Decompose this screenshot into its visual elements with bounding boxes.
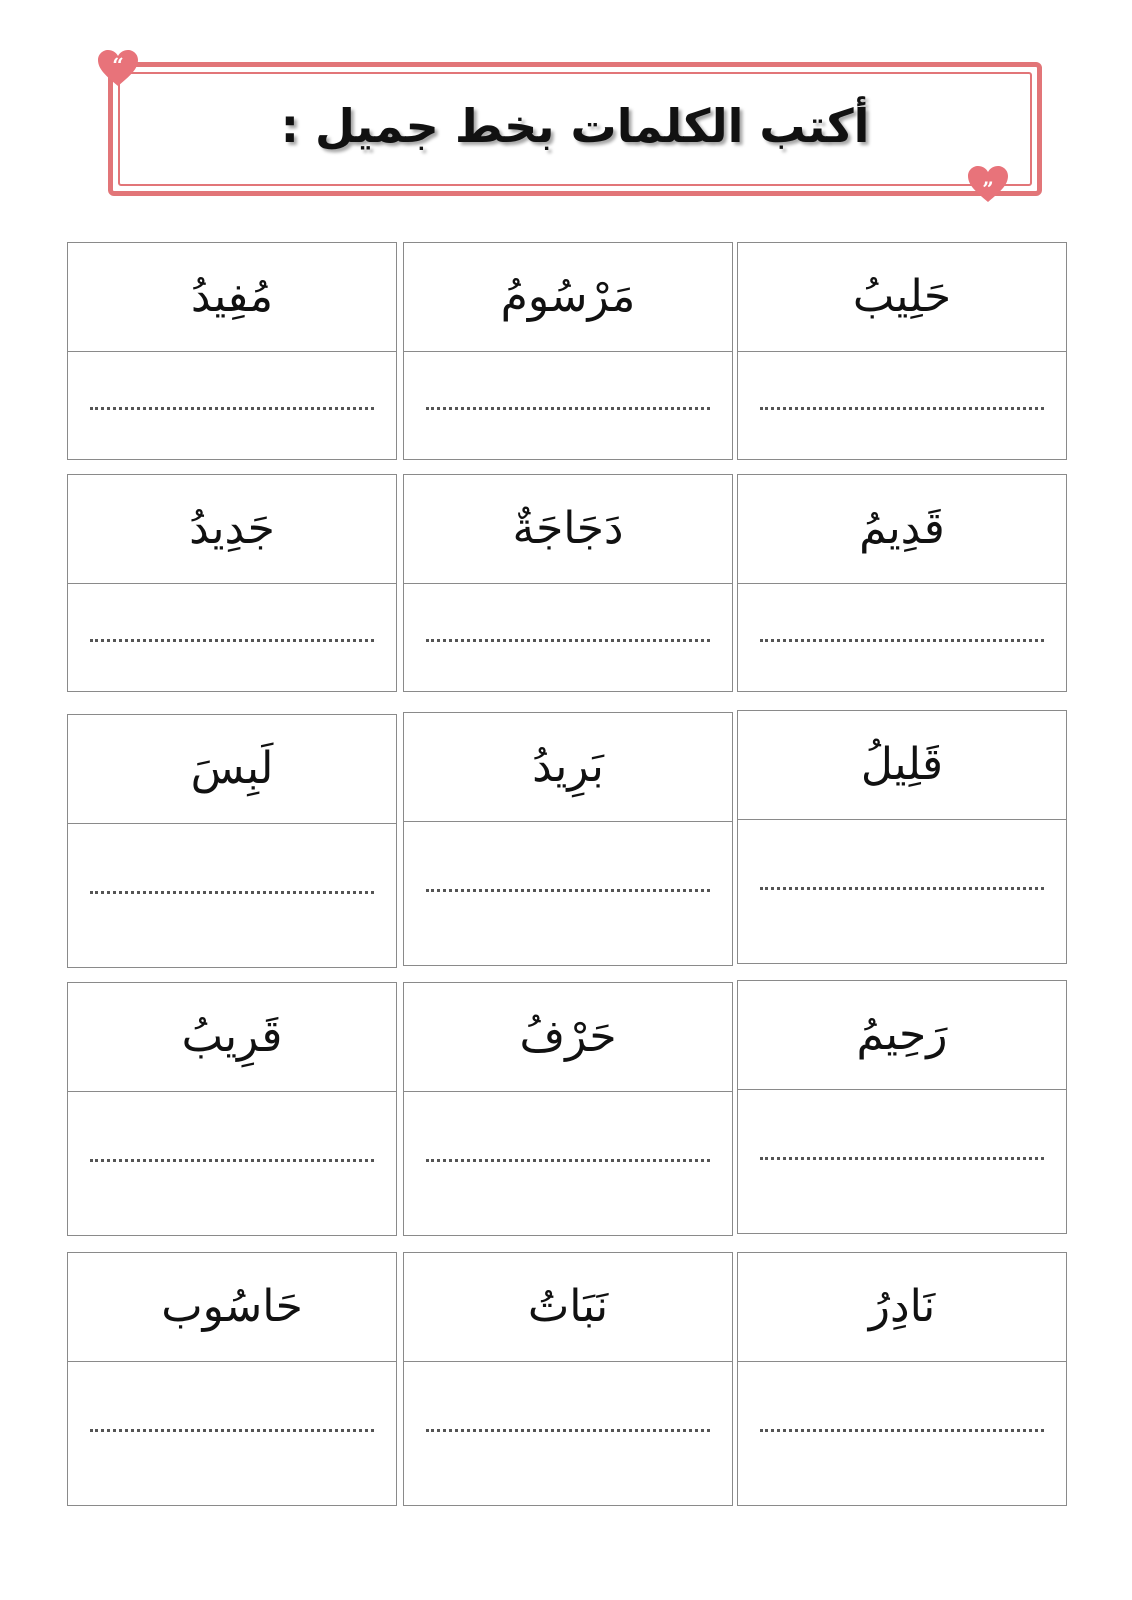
card-word: قَلِيلُ	[860, 739, 944, 790]
word-card	[403, 242, 733, 460]
writing-line[interactable]	[90, 1159, 374, 1162]
card-word: نَبَاتُ	[527, 1281, 609, 1332]
writing-line[interactable]	[90, 891, 374, 894]
card-word-cell	[68, 243, 396, 352]
card-word: قَدِيمُ	[859, 503, 945, 554]
heart-quote-icon	[966, 164, 1010, 204]
card-word: حَاسُوب	[161, 1281, 303, 1332]
word-card	[737, 980, 1067, 1234]
card-word: لَبِسَ	[190, 743, 274, 794]
card-word-cell	[738, 475, 1066, 584]
card-word-cell	[404, 243, 732, 352]
card-word-cell	[68, 1253, 396, 1362]
word-card	[67, 242, 397, 460]
word-card	[67, 1252, 397, 1506]
writing-line[interactable]	[426, 889, 710, 892]
word-card	[67, 714, 397, 968]
card-word-cell	[404, 713, 732, 822]
card-word: جَدِيدُ	[189, 503, 275, 554]
card-word: رَحِيمُ	[856, 1009, 948, 1060]
word-card	[403, 982, 733, 1236]
writing-line[interactable]	[426, 407, 710, 410]
card-word: دَجَاجَةٌ	[512, 503, 624, 554]
card-word-cell	[738, 1253, 1066, 1362]
card-word-cell	[738, 981, 1066, 1090]
writing-line[interactable]	[426, 1429, 710, 1432]
writing-line[interactable]	[760, 639, 1044, 642]
heart-quote-icon	[96, 48, 140, 88]
card-word: حَرْفُ	[519, 1011, 617, 1062]
card-word: نَادِرُ	[868, 1281, 936, 1332]
card-word-cell	[68, 715, 396, 824]
word-card	[67, 982, 397, 1236]
word-card	[403, 474, 733, 692]
card-word: مَرْسُومُ	[500, 271, 636, 322]
writing-line[interactable]	[760, 1157, 1044, 1160]
svg-text:”: ”	[982, 177, 994, 201]
title-frame	[108, 62, 1042, 196]
svg-text:“: “	[112, 53, 124, 77]
word-card	[737, 710, 1067, 964]
word-card	[403, 712, 733, 966]
card-word-cell	[68, 475, 396, 584]
writing-line[interactable]	[90, 407, 374, 410]
card-word: قَرِيبُ	[181, 1011, 283, 1062]
writing-line[interactable]	[760, 1429, 1044, 1432]
word-card	[737, 474, 1067, 692]
card-word: حَلِيبُ	[852, 271, 952, 322]
writing-line[interactable]	[426, 639, 710, 642]
writing-line[interactable]	[426, 1159, 710, 1162]
card-word: بَرِيدُ	[532, 741, 604, 792]
card-word: مُفِيدُ	[190, 271, 274, 322]
word-card	[737, 1252, 1067, 1506]
card-word-cell	[738, 243, 1066, 352]
word-card	[737, 242, 1067, 460]
card-word-cell	[404, 983, 732, 1092]
card-word-cell	[738, 711, 1066, 820]
word-card	[67, 474, 397, 692]
word-card	[403, 1252, 733, 1506]
writing-line[interactable]	[90, 1429, 374, 1432]
title-frame-inner	[118, 72, 1032, 186]
writing-line[interactable]	[760, 407, 1044, 410]
page-title: أكتب الكلمات بخط جميل :	[280, 99, 870, 153]
card-word-cell	[404, 475, 732, 584]
writing-line[interactable]	[760, 887, 1044, 890]
card-word-cell	[404, 1253, 732, 1362]
writing-line[interactable]	[90, 639, 374, 642]
card-word-cell	[68, 983, 396, 1092]
